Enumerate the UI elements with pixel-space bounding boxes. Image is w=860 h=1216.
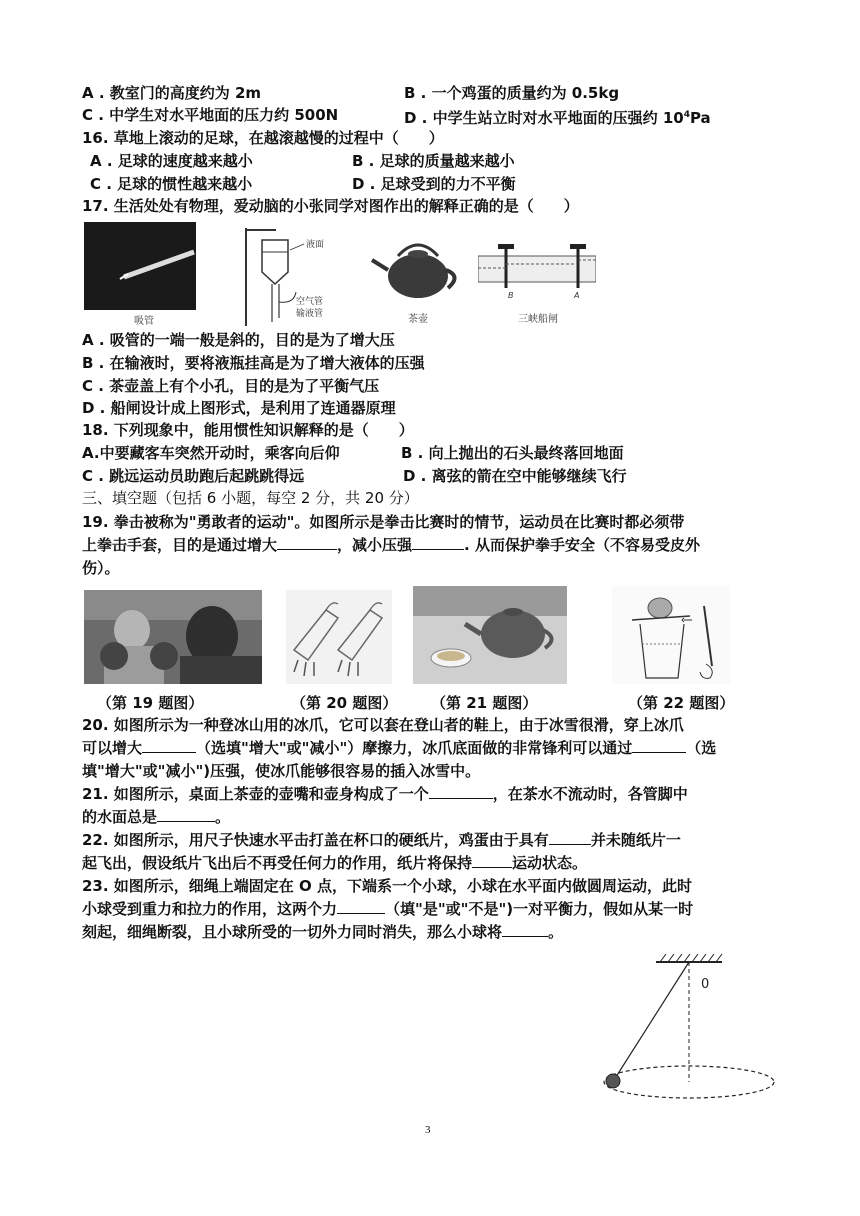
ship-lock-diagram (478, 238, 596, 328)
lock-label: 三峡船闸 (518, 314, 558, 325)
svg-text:空气管: 空气管 (296, 297, 324, 307)
egg-cup-diagram (612, 586, 730, 684)
crampon-diagram (286, 590, 392, 684)
q18-stem: 18. 下列现象中，能用惯性知识解释的是（ ） (82, 421, 414, 439)
answer-blank[interactable] (337, 899, 385, 914)
q17-option-d: D . 船闸设计成上图形式，是利用了连通器原理 (82, 399, 396, 417)
q17-option-b: B . 在输液时，要将液瓶挂高是为了增大液体的压强 (82, 354, 425, 372)
q19-line3: 伤）。 (82, 559, 120, 577)
answer-blank[interactable] (157, 807, 215, 822)
teapot-diagram (368, 226, 468, 328)
answer-blank[interactable] (277, 535, 337, 550)
q20-line1: 20. 如图所示为一种登冰山用的冰爪，它可以套在登山者的鞋上，由于冰雪很滑，穿上冰爪 (82, 716, 684, 734)
q17-option-c: C . 茶壶盖上有个小孔，目的是为了平衡气压 (82, 377, 380, 395)
svg-text:输液管: 输液管 (296, 309, 324, 319)
answer-blank[interactable] (429, 784, 493, 799)
q16-option-b: B . 足球的质量越来越小 (352, 152, 515, 170)
straw-label: 吸管 (134, 316, 154, 327)
q23-line2: 小球受到重力和拉力的作用，这两个力 （填"是"或"不是")一对平衡力，假如从某一时 (82, 900, 694, 918)
answer-blank[interactable] (502, 922, 548, 937)
q23-line1: 23. 如图所示，细绳上端固定在 O 点，下端系一个小球，小球在水平面内做圆周运动，此时 (82, 877, 692, 895)
q19-line2: 上拳击手套，目的是通过增大 ，减小压强 . 从而保护拳手安全（不容易受皮外 (82, 536, 700, 554)
q16-option-a: A . 足球的速度越来越小 (90, 152, 253, 170)
q21-line2: 的水面总是 。 (82, 808, 231, 826)
q17-option-a: A . 吸管的一端一般是斜的，目的是为了增大压 (82, 331, 395, 349)
q22-line2: 起飞出，假设纸片飞出后不再受任何力的作用，纸片将保持 运动状态。 (82, 854, 588, 872)
q15-option-d: D . 中学生站立时对水平地面的压强约 $10^4Pa$ (404, 109, 711, 127)
svg-text:A: A (574, 291, 580, 300)
q15-option-b: B . 一个鸡蛋的质量约为 0.5kg (404, 84, 620, 102)
teapot-photo (413, 586, 567, 684)
q21-line1: 21. 如图所示，桌面上茶壶的壶嘴和壶身构成了一个 ，在茶水不流动时，各管脚中 (82, 785, 688, 803)
infusion-diagram (234, 222, 354, 328)
caption-fig19: （第 19 题图） (97, 694, 204, 712)
answer-blank[interactable] (472, 853, 512, 868)
q18-option-c: C . 跳远运动员助跑后起跳跳得远 (82, 467, 305, 485)
answer-blank[interactable] (632, 738, 686, 753)
q19-line1: 19. 拳击被称为"勇敢者的运动"。如图所示是拳击比赛时的情节，运动员在比赛时都必须带 (82, 513, 685, 531)
answer-blank[interactable] (549, 830, 591, 845)
caption-fig21: （第 21 题图） (431, 694, 538, 712)
q23-line3: 刻起，细绳断裂，且小球所受的一切外力同时消失，那么小球将 。 (82, 923, 564, 941)
svg-text:液面: 液面 (306, 240, 325, 250)
boxing-photo (84, 590, 262, 684)
page-number: 3 (425, 1124, 431, 1136)
q18-option-d: D . 离弦的箭在空中能够继续飞行 (403, 467, 627, 485)
q18-option-a: A.中要藏客车突然开动时，乘客向后仰 (82, 444, 340, 462)
q15-option-a: A . 教室门的高度约为 2m (82, 84, 262, 102)
q16-option-c: C . 足球的惯性越来越小 (90, 175, 253, 193)
q22-line1: 22. 如图所示，用尺子快速水平击打盖在杯口的硬纸片，鸡蛋由于具有 并未随纸片一 (82, 831, 681, 849)
svg-text:B: B (508, 291, 514, 300)
teapot-label: 茶壶 (408, 314, 428, 325)
caption-fig22: （第 22 题图） (628, 694, 735, 712)
q18-option-b: B . 向上抛出的石头最终落回地面 (401, 444, 624, 462)
conical-pendulum-diagram (598, 950, 788, 1102)
q15-option-c: C . 中学生对水平地面的压力约 500N (82, 106, 339, 124)
answer-blank[interactable] (412, 535, 464, 550)
q20-line2: 可以增大 （选填"增大"或"减小"）摩擦力，冰爪底面做的非常锋利可以通过 （选 (82, 739, 717, 757)
q16-stem: 16. 草地上滚动的足球，在越滚越慢的过程中（ ） (82, 129, 444, 147)
caption-fig20: （第 20 题图） (291, 694, 398, 712)
straw-photo (84, 222, 196, 328)
q16-option-d: D . 足球受到的力不平衡 (352, 175, 516, 193)
q20-line3: 填"增大"或"减小")压强，使冰爪能够很容易的插入冰雪中。 (82, 762, 481, 780)
point-o-label: 0 (701, 977, 710, 992)
answer-blank[interactable] (142, 738, 196, 753)
section-heading: 三、填空题（包括 6 小题，每空 2 分，共 20 分） (82, 489, 419, 507)
q17-stem: 17. 生活处处有物理，爱动脑的小张同学对图作出的解释正确的是（ ） (82, 197, 579, 215)
